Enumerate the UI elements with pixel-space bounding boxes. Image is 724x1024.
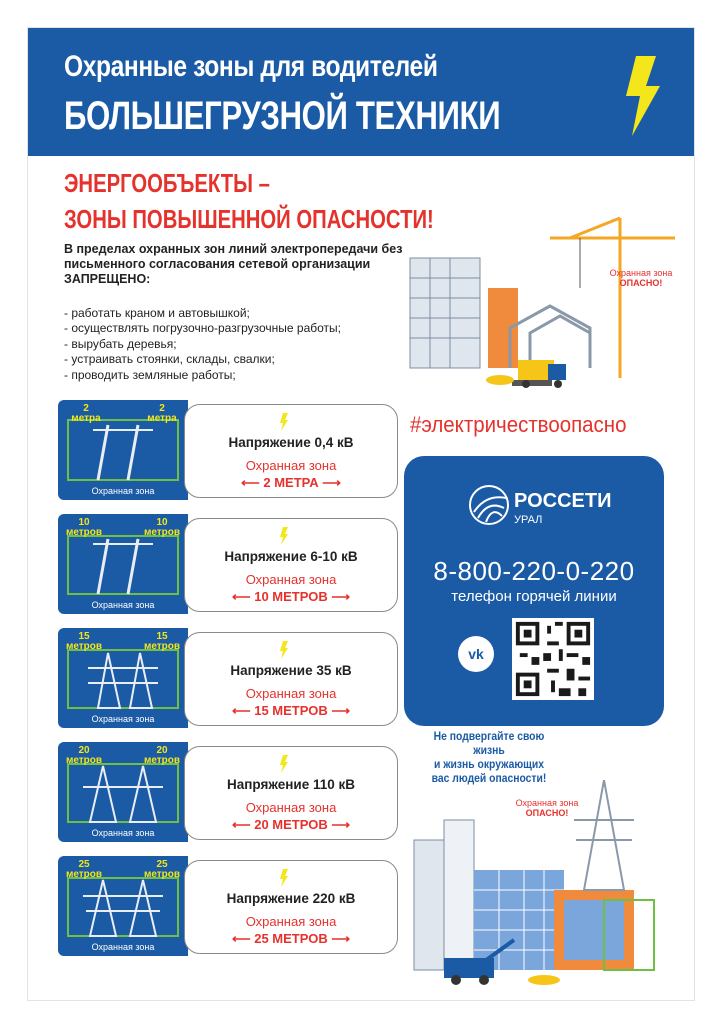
zone-value: ⟵ 2 МЕТРА ⟶ [241,475,341,490]
poster-header [28,28,694,156]
voltage-card-6-10kv [58,514,398,614]
zone-title: Охранная зона [245,914,337,929]
lightning-bolt-icon [279,413,289,431]
zone-title: Охранная зона [245,800,337,815]
zone-label: Охранная зона [91,828,155,838]
left-distance-label: 15 метров [65,631,103,652]
warning-line: вас людей опасности! [431,773,547,785]
qr-code[interactable] [512,618,594,700]
voltage-label: Напряжение 35 кВ [230,663,352,678]
zone-label: Охранная зона [91,942,155,952]
warning-line: и жизнь окружающих [433,759,545,771]
voltage-card-35kv [58,628,398,728]
construction-scene-illustration [390,188,680,388]
danger-heading-line-1: ЭНЕРГООБЪЕКТЫ – [64,168,270,198]
phone-number[interactable]: 8-800-220-0-220 [433,556,635,586]
left-distance-label: 20 метров [65,745,103,766]
voltage-label: Напряжение 220 кВ [226,891,356,906]
zone-value: ⟵ 15 МЕТРОВ ⟶ [231,703,350,718]
list-item: - работать краном и автовышкой; [64,306,250,320]
voltage-card-0-4kv [58,400,398,500]
zone-value: ⟵ 20 МЕТРОВ ⟶ [231,817,350,832]
zone-warning-tag-top [606,268,676,288]
zone-warning-tag-bottom [512,798,582,818]
zone-title: Охранная зона [245,458,337,473]
intro-text: В пределах охранных зон линий электропередачи без письменного согласования сетевой организации [64,242,403,271]
title-line-2: БОЛЬШЕГРУЗНОЙ ТЕХНИКИ [64,94,501,138]
lightning-bolt-icon [622,56,668,136]
power-line-illustration [58,856,188,956]
voltage-info-box [184,632,398,726]
zone-value: ⟵ 10 МЕТРОВ ⟶ [231,589,350,604]
left-distance-label: 25 метров [65,859,103,880]
list-item: - вырубать деревья; [64,336,177,351]
prohibited-list [64,306,404,383]
intro-prohibited: ЗАПРЕЩЕНО: [64,272,151,286]
right-distance-label: 10 метров [143,517,181,538]
right-distance-label: 25 метров [143,859,181,880]
zone-tag-line-2: ОПАСНО! [619,278,663,288]
power-line-illustration [58,514,188,614]
zone-label: Охранная зона [91,714,155,724]
voltage-label: Напряжение 6-10 кВ [224,549,358,564]
intro-paragraph [64,242,404,287]
voltage-info-box [184,860,398,954]
rosseti-logo-icon [468,484,510,526]
list-item: - осуществлять погрузочно-разгрузочные работы; [64,321,342,336]
zone-tag-line-1: Охранная зона [609,268,673,278]
right-distance-label: 15 метров [143,631,181,652]
safety-warning [422,730,557,786]
zone-tag-line-2: ОПАСНО! [525,808,569,818]
voltage-label: Напряжение 0,4 кВ [228,435,354,450]
zone-value: ⟵ 25 МЕТРОВ ⟶ [231,931,350,946]
zone-label: Охранная зона [91,486,155,496]
title-line-1: Охранные зоны для водителей [64,50,438,83]
lightning-bolt-icon [279,755,289,773]
zone-tag-line-1: Охранная зона [515,798,579,808]
brand-name: РОССЕТИ [514,490,612,512]
poster [28,28,694,1000]
list-item: - проводить земляные работы; [64,367,236,382]
voltage-card-110kv [58,742,398,842]
right-distance-label: 20 метров [143,745,181,766]
hotline-label: телефон горячей линии [451,588,617,605]
list-item: - устраивать стоянки, склады, свалки; [64,352,275,367]
lightning-bolt-icon [279,527,289,545]
voltage-label: Напряжение 110 кВ [226,777,355,792]
zone-title: Охранная зона [245,572,337,587]
voltage-info-box [184,746,398,840]
warning-line: Не подвергайте свою жизнь [433,731,545,757]
brand-subtitle: УРАЛ [514,514,543,526]
power-line-illustration [58,628,188,728]
left-distance-label: 2 метра [71,403,101,424]
left-distance-label: 10 метров [65,517,103,538]
lightning-bolt-icon [279,641,289,659]
lightning-bolt-icon [279,869,289,887]
right-distance-label: 2 метра [147,403,177,424]
hashtag[interactable]: #электричествоопасно [410,412,627,437]
power-line-illustration [58,742,188,842]
contact-panel [404,456,664,726]
voltage-info-box [184,518,398,612]
voltage-info-box [184,404,398,498]
zone-label: Охранная зона [91,600,155,610]
zone-title: Охранная зона [245,686,337,701]
power-line-illustration [58,400,188,500]
voltage-card-220kv [58,856,398,956]
danger-heading-line-2: ЗОНЫ ПОВЫШЕННОЙ ОПАСНОСТИ! [64,204,434,234]
vk-icon[interactable]: vk [458,636,494,672]
